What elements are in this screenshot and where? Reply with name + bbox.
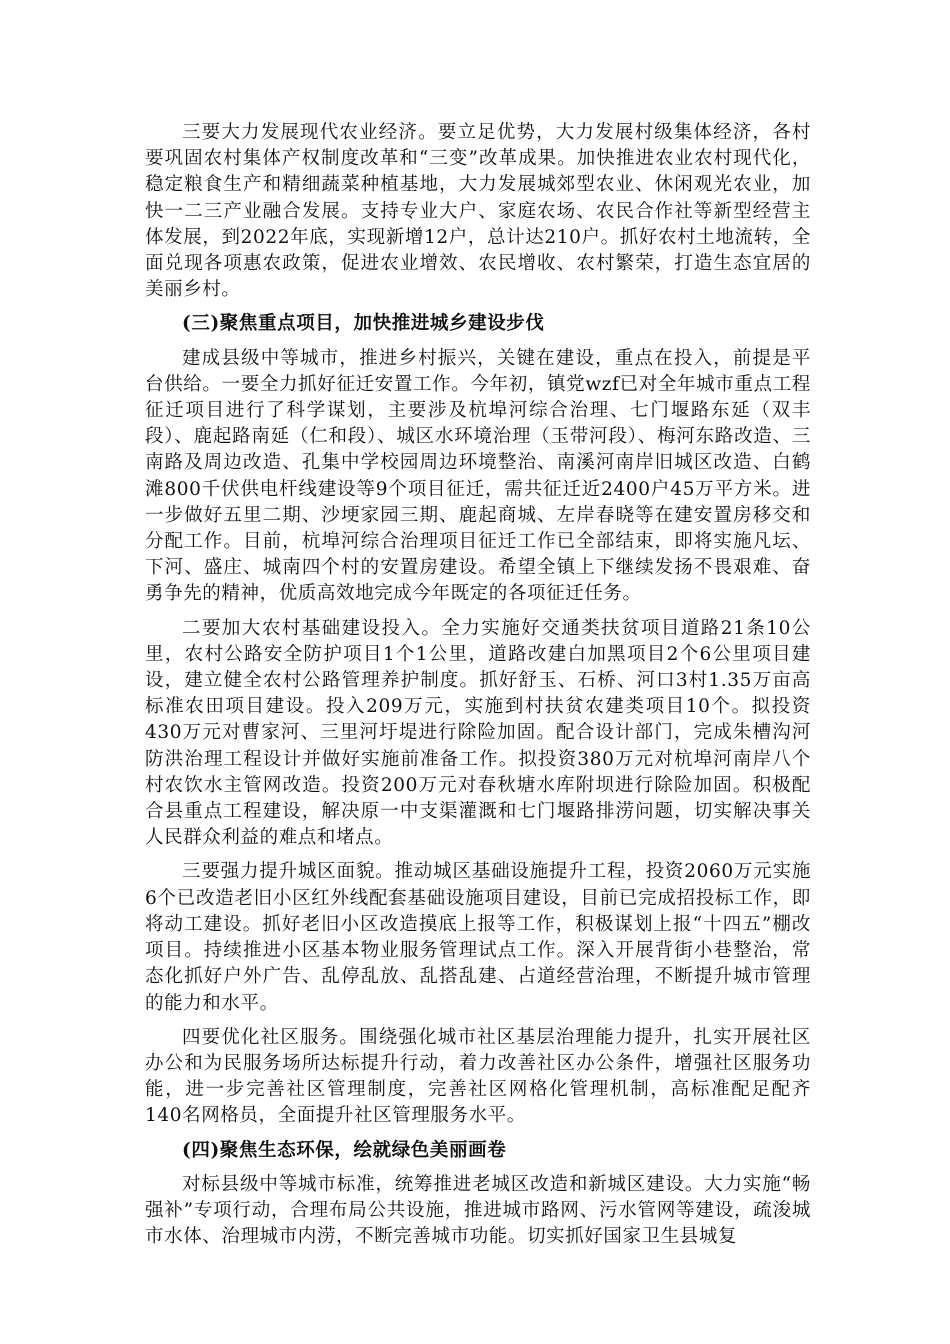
paragraph-urban-appearance: 三要强力提升城区面貌。推动城区基础设施提升工程，投资2060万元实施6个已改造老旧小区红外线配套基础设施项目建设，目前已完成招投标工作，即将动工建设。抓好老旧小区改造摸底上报等工作，积极谋划上报“十四五”棚改项目。持续推进小区基本物业服务管理试点工作。深入开展背街小巷整治，常态化抓好户外广告、乱停乱放、乱搭乱建、占道经营治理，不断提升城市管理的能力和水平。 xyxy=(145,861,811,1014)
paragraph-rural-infrastructure: 二要加大农村基础建设投入。全力实施好交通类扶贫项目道路21条10公里，农村公路安全防护项目1个1公里，道路改建白加黑项目2个6公里项目建设，建立健全农村公路管理养护制度。抓好舒玉、石桥、河口3村1.35万亩高标准农田项目建设。投入209万元，实施到村扶贫农建类项目10个。拟投资430万元对曹家河、三里河圩堤进行除险加固。配合设计部门，完成朱槽沟河防洪治理工程设计并做好实施前准备工作。拟投资380万元对杭埠河南岸八个村农饮水主管网改造。投资200万元对春秋塘水库附坝进行除险加固。积极配合县重点工程建设，解决原一中支渠灌溉和七门堰路排涝问题，切实解决事关人民群众利益的难点和堵点。 xyxy=(145,617,811,849)
paragraph-community-service: 四要优化社区服务。围绕强化城市社区基层治理能力提升，扎实开展社区办公和为民服务场所达标提升行动，着力改善社区办公条件，增强社区服务功能，进一步完善社区管理制度，完善社区网格化管理机制，高标准配足配齐140名网格员，全面提升社区管理服务水平。 xyxy=(145,1026,811,1127)
section-heading-3: (三)聚焦重点项目，加快推进城乡建设步伐 xyxy=(182,313,545,335)
paragraph-county-city-construction: 建成县级中等城市，推进乡村振兴，关键在建设，重点在投入，前提是平台供给。一要全力抓好征迁安置工作。今年初，镇党wzf已对全年城市重点工程征迁项目进行了科学谋划，主要涉及杭埠河综合治理、七门堰路东延（双丰段）、鹿起路南延（仁和段）、城区水环境治理（玉带河段）、梅河东路改造、三南路及周边改造、孔集中学校园周边环境整治、南溪河南岸旧城区改造、白鹤滩800千伏供电杆线建设等9个项目征迁，需共征迁近2400户45万平方米。进一步做好五里二期、沙埂家园三期、鹿起商城、左岸春晓等在建安置房移交和分配工作。目前，杭埠河综合治理项目征迁工作已全部结束，即将实施凡坛、下河、盛庄、城南四个村的安置房建设。希望全镇上下继续发扬不畏艰难、奋勇争先的精神，优质高效地完成今年既定的各项征迁任务。 xyxy=(145,347,811,605)
paragraph-modern-agriculture: 三要大力发展现代农业经济。要立足优势，大力发展村级集体经济，各村要巩固农村集体产权制度改革和“三变”改革成果。加快推进农业农村现代化，稳定粮食生产和精细蔬菜种植基地，大力发展城郊型农业、休闲观光农业，加快一二三产业融合发展。支持专业大户、家庭农场、农民合作社等新型经营主体发展，到2022年底，实现新增12户，总计达210户。抓好农村土地流转，全面兑现各项惠农政策，促进农业增效、农民增收、农村繁荣，打造生态宜居的美丽乡村。 xyxy=(145,122,811,301)
section-heading-4: (四)聚焦生态环保，绘就绿色美丽画卷 xyxy=(182,1139,507,1161)
paragraph-urban-standards: 对标县级中等城市标准，统筹推进老城区改造和新城区建设。大力实施“畅强补”专项行动，合理布局公共设施，推进城市路网、污水管网等建设，疏浚城市水体、治理城市内涝，不断完善城市功能。切实抓好国家卫生县城复 xyxy=(145,1173,811,1248)
document-page xyxy=(145,120,811,1250)
